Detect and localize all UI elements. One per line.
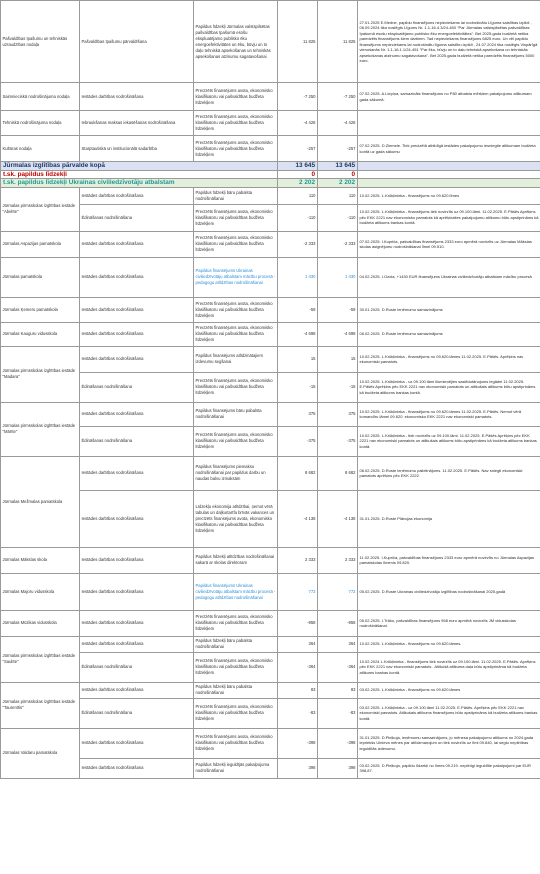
summary-total: 13 645: [318, 162, 358, 171]
description-cell: 07.02.2025. D.Zlemele. Tiek precizētā atbildīgā iestādes pakalpojumu iesniegtie atlikumam budžeta kontā uz gada sākumu: [358, 136, 540, 162]
description-cell: 10.02.2024 L.Krūkļinieka - finansējums tiek novirzīts uz 09.100.lāmi. 11.02.2025. E.Pāšēs. Aprēķins pēc EKK 2221 nav ekonomiski pamatots . Atlikušā atlikuma daļa būtu apstiprināma kā budžeta atlikums bankas kontā.: [358, 652, 540, 682]
description-cell: 03.02.2025. L.Krūkļinieka - uz 09.100.lāmi 11.02.2025. E.Pāšēs. Aprēķins pēc EKK 2221 nav ekonomiski pamatots. Atlikušais atlikums finansējums būtu apstiprināms kā budžeta atlikums bankas kontā.: [358, 698, 540, 728]
table-row: [1, 322, 540, 346]
department-cell: Iestādes darbības nodrošināšana: [80, 758, 194, 778]
budget-table-body: [1, 1, 540, 779]
table-row: [1, 758, 540, 778]
institution-cell: Jūrmalas Ķemeru pamatskola: [1, 297, 80, 322]
description-cell: 27.01.2025 E.Medne, papildu finansējums nepieciešams lai nodrošinātu Līguma saistības izpildi , 06.09.2024 tika noslēgts Līgums Nr. 1.1-16.4.3/24-450 "Par Jūrmalas valstspilsētas pašvaldības īpašumā esošu ekspluatējamo publisko ēku energoefektivitātes". Bet 2025.gada budžetā netika paredzēts finansējums šiem darbiem. Tad nepieciešams finansējums 6825 euro. Un vēl papildu finansējums nepieciešams lai nodrošinātu līguma saistību izpildi , 24.07.2024 tika noslēgts Vispārīgā vienošanās Nr. 1.1-16.1.1/24-451 "Par ēku, būvju un to daļu tehniskā apsekošana un tehniskās apsekošanas atzinumu sagatavošana". Bet 2025.gada budžetā netika paredzēts finansējums 5000 euro.: [358, 1, 540, 83]
department-cell: Iestādes darbības nodrošināšana: [80, 83, 194, 111]
category-cell: Precīzēts finansējums avota, ekonomisko klasifikatoru vai pašvaldības budžeta līdzekļiem: [194, 698, 278, 728]
institution-cell: Jūrmalas Mūzikas vidusskola: [1, 610, 80, 636]
amount-cell: -364: [278, 652, 318, 682]
table-row: [1, 111, 540, 136]
description-cell: 07.02.2025. I.Kupriča, pašvaldības finansējums 2333 euro apmērā novirzīts uz Jūrmalas Mākslas skolas asignējumu nodrošināšanai līmei 09.510.: [358, 231, 540, 257]
total-cell: 110: [318, 187, 358, 204]
amount-cell: -4 426: [278, 111, 318, 136]
category-cell: Precīzēts finansējums avota, ekonomisko klasifikatoru vai pašvaldības budžeta līdzekļiem: [194, 111, 278, 136]
table-row: [1, 636, 540, 652]
total-cell: -110: [318, 204, 358, 231]
total-cell: -398: [318, 728, 358, 758]
total-cell: 398: [318, 758, 358, 778]
department-cell: Ēdināšanas nodrošināšana: [80, 426, 194, 456]
category-cell: Papildus līdzekļi atlīdzības nodrošināšanai sakarā ar skolas direktoram: [194, 547, 278, 573]
total-cell: -364: [318, 652, 358, 682]
summary-total: 2 202: [318, 179, 358, 188]
description-cell: [358, 111, 540, 136]
total-cell: -958: [318, 610, 358, 636]
department-cell: Iestādes darbības nodrošināšana: [80, 547, 194, 573]
institution-cell: Jūrmalas Valdaru pamatskola: [1, 728, 80, 778]
amount-cell: -398: [278, 728, 318, 758]
amount-cell: 8 682: [278, 456, 318, 490]
amount-cell: 772: [278, 573, 318, 610]
amount-cell: -2 333: [278, 231, 318, 257]
description-cell: 30.01.2025. D.Ruste ieņēmumu samazinājums: [358, 297, 540, 322]
amount-cell: 364: [278, 636, 318, 652]
category-cell: Papildus finansējums Ukrainas civiliedzīvotāju atbalstam mācību procesā - pedagogu atlīdzības nodrošināšanai: [194, 573, 278, 610]
department-cell: Iebraukšanas maksas iekasēšanas nodrošināšana: [80, 111, 194, 136]
department-cell: Iestādes darbības nodrošināšana: [80, 573, 194, 610]
summary-label: t.sk. papildus līdzekļi Ukrainas civiliedzīvotāju atbalstam: [1, 179, 278, 188]
institution-cell: Tehniskā nodrošinājuma nodaļa: [1, 111, 80, 136]
total-cell: -83: [318, 698, 358, 728]
amount-cell: 375: [278, 402, 318, 426]
table-row: [1, 402, 540, 426]
total-cell: -257: [318, 136, 358, 162]
category-cell: Papildus finansējums Ukrainas civiliedzīvotāju atbalstam mācību procesā - pedagogu atlīdzības nodrošināšanai: [194, 257, 278, 297]
table-row: [1, 456, 540, 490]
total-cell: -15: [318, 372, 358, 402]
institution-cell: Jūrmalas Majoru vidusskola: [1, 573, 80, 610]
description-cell: 11.02.2025. I.Kupriča, pašvaldības finansējums 2333 euro apmērā novirzīts no Jūrmalas Aspazijas pamatskolas līmenis 09.820.: [358, 547, 540, 573]
institution-cell: Saimnieciskā nodrošinājuma nodaļa: [1, 83, 80, 111]
table-row: [1, 698, 540, 728]
description-cell: 10.02.2025. L.Krūkļinieka - finansējums no 09.620.lāmes.: [358, 636, 540, 652]
department-cell: Iestādes darbības nodrošināšana: [80, 610, 194, 636]
institution-cell: Jūrmalas Aspazijas pamatskola: [1, 231, 80, 257]
category-cell: Precīzēts finansējums avota, ekonomisko klasifikatoru vai pašvaldības budžeta līdzekļiem: [194, 231, 278, 257]
total-cell: -2 333: [318, 231, 358, 257]
institution-cell: Jūrmalas Mākslas skola: [1, 547, 80, 573]
amount-cell: 11 825: [278, 1, 318, 83]
total-cell: -59: [318, 297, 358, 322]
department-cell: Ēdināšanas nodrošināšana: [80, 652, 194, 682]
category-cell: Precīzēts finansējums avota, ekonomisko klasifikatoru vai pašvaldības budžeta līdzekļiem: [194, 322, 278, 346]
description-cell: 03.02.2025. D.Pieļkoja, papildu līdzekļi no līmes 09.219. nepilnīgi ieguldītie pakalpojumi par EUR 398,87.: [358, 758, 540, 778]
department-cell: Iestādes darbības nodrošināšana: [80, 346, 194, 372]
department-cell: Iestādes darbības nodrošināšana: [80, 402, 194, 426]
table-row: [1, 610, 540, 636]
table-row: [1, 231, 540, 257]
summary-amount: 0: [278, 170, 318, 179]
institution-cell: Jūrmalas pirmsskolas izglītības iestāde "Taurenītis": [1, 682, 80, 728]
total-cell: 15: [318, 346, 358, 372]
table-row: [1, 136, 540, 162]
total-cell: 364: [318, 636, 358, 652]
category-cell: Papildus finansējums piemaksu nodrošināšanai par papildus darbu un naudas balvu izmaksām: [194, 456, 278, 490]
department-cell: Ēdināšanas nodrošināšana: [80, 204, 194, 231]
description-cell: 10.02.2025. L.Krūkļinieka - finansējums no 09.620.lāmes 11.02.2025. E.Pāšēs. Aprēķins nav ekonomiski pamatots.: [358, 346, 540, 372]
amount-cell: 110: [278, 187, 318, 204]
total-cell: 83: [318, 682, 358, 698]
table-row: [1, 204, 540, 231]
amount-cell: -15: [278, 372, 318, 402]
institution-cell: Pašvaldības īpašumu un tehniskās uzraudzības nodaļa: [1, 1, 80, 83]
summary-row: [1, 162, 540, 171]
amount-cell: -4 698: [278, 322, 318, 346]
total-cell: 375: [318, 402, 358, 426]
category-cell: Precīzēts finansējums avota, ekonomisko klasifikatoru vai pašvaldības budžeta līdzekļiem: [194, 297, 278, 322]
amount-cell: -7 250: [278, 83, 318, 111]
total-cell: 1 430: [318, 257, 358, 297]
institution-cell: Jūrmalas pirmsskolas izglītības iestāde "Mārīte": [1, 402, 80, 456]
department-cell: Iestādes darbības nodrošināšana: [80, 682, 194, 698]
total-cell: 11 825: [318, 1, 358, 83]
institution-cell: Jūrmalas pirmsskolas izglītības iestāde "Saulīte": [1, 636, 80, 682]
description-cell: 31.01.2025. D.Ruste Plānojas ekonomija: [358, 490, 540, 547]
summary-amount: 13 645: [278, 162, 318, 171]
institution-cell: Kultūras nodaļa: [1, 136, 80, 162]
category-cell: Precīzēts finansējums avota, ekonomisko klasifikatoru vai pašvaldības budžeta līdzekļiem: [194, 136, 278, 162]
total-cell: -7 250: [318, 83, 358, 111]
department-cell: Iestādes darbības nodrošināšana: [80, 728, 194, 758]
summary-label: t.sk. papildus līdzekļi: [1, 170, 278, 179]
description-cell: 10.02.2025. L.Krūkļinieka - finansējums no 09.620.līmes: [358, 187, 540, 204]
description-cell: 10.02.2025. L.Krūkļinieka - finansējums tiek novirzīts uz 09.100.lāmi. 11.02.2025. E.Pāšēs Aprēķins pēc EKK 2221 nav ekonomisko pamatots kā aprēķinaties pakalpojumu atlikumu būtu apstiprināms kā budžeta atlikums bankas kontā.: [358, 204, 540, 231]
total-cell: -4 698: [318, 322, 358, 346]
description-cell: 07.02.2025. A.Liepiņa, samazināts finansējums no P80 atbalsta mērķiem pakalpojumu atlikumam gada sākumā.: [358, 83, 540, 111]
total-cell: 8 682: [318, 456, 358, 490]
institution-cell: Jūrmalas pamatskola: [1, 257, 80, 297]
summary-label: Jūrmalas izglītības pārvalde kopā: [1, 162, 278, 171]
table-row: [1, 1, 540, 83]
table-row: [1, 728, 540, 758]
institution-cell: Jūrmalas Mežmalas pamatskola: [1, 456, 80, 547]
table-row: [1, 187, 540, 204]
department-cell: Pašvaldības īpašumu pārvaldīšana: [80, 1, 194, 83]
table-row: [1, 83, 540, 111]
category-cell: Precīzēts finansējums avota, ekonomisko klasifikatoru vai pašvaldības budžeta līdzekļiem: [194, 652, 278, 682]
total-cell: 2 333: [318, 547, 358, 573]
category-cell: Precīzēts finansējums avota, ekonomisko klasifikatoru vai pašvaldības budžeta līdzekļiem: [194, 204, 278, 231]
amount-cell: 1 430: [278, 257, 318, 297]
amount-cell: 15: [278, 346, 318, 372]
description-cell: 06.02.2025. D.Ruste ieņēmumu palielinājums. 11.02.2025. E.Pāšēs. Nav sniegti ekonomiski pamatots aprēķins pēc EKK 2222.: [358, 456, 540, 490]
department-cell: Iestādes darbības nodrošināšana: [80, 257, 194, 297]
summary-empty: [358, 162, 540, 171]
category-cell: Precīzēts finansējums avota, ekonomisko klasifikatoru vai pašvaldības budžeta līdzekļiem: [194, 426, 278, 456]
amount-cell: -4 136: [278, 490, 318, 547]
table-row: [1, 346, 540, 372]
institution-cell: Jūrmalas pirmsskolas izglītības iestāde "Abelīte": [1, 187, 80, 231]
amount-cell: -958: [278, 610, 318, 636]
total-cell: -4 136: [318, 490, 358, 547]
description-cell: 10.02.2025. L.Krūkļinieka - tiek novirzīts uz 09.100.lāmi. 11.02.2025. E.Pāšēs Aprēķins pēc EKK 2221 nav ekonomiski pamatots un atlikušais atlikums būtu apstiprināms kā budžeta atlikums bankas kontā.: [358, 426, 540, 456]
department-cell: Starptautiskā un institucionālā sadarbība: [80, 136, 194, 162]
department-cell: Ēdināšanas nodrošināšana: [80, 698, 194, 728]
description-cell: 05.02.2025. D.Ruste Ukrainas civiliedzīvotāju izglītības nodrošināšanai 2025.gadā: [358, 573, 540, 610]
table-row: [1, 652, 540, 682]
summary-row: [1, 179, 540, 188]
description-cell: 10.02.2025. L.Krūkļinieka - finansējums no 09.620.lāmes 11.02.2025. E.Pāšēs. Nemot vērā komandīru lāmei 09.620. ekonomisko EKK 2221 nav ekonomiski pamatots.: [358, 402, 540, 426]
description-cell: 05.02.2025. I.Trāko, pašvaldības finansējums 958 euro apmērā novirzīts JM vidusskolas nodrošināšanai.: [358, 610, 540, 636]
table-row: [1, 297, 540, 322]
department-cell: Iestādes darbības nodrošināšana: [80, 322, 194, 346]
amount-cell: -59: [278, 297, 318, 322]
description-cell: 06.02.2025. D.Ruste ieņēmumu samazinājums: [358, 322, 540, 346]
category-cell: Papildus finansējums bāru pabalsta nodrošināšanai: [194, 402, 278, 426]
table-row: [1, 490, 540, 547]
department-cell: Iestādes darbības nodrošināšana: [80, 490, 194, 547]
category-cell: Precīzēts finansējums avota, ekonomisko klasifikatoru vai pašvaldības budžeta līdzekļiem: [194, 728, 278, 758]
department-cell: Iestādes darbības nodrošināšana: [80, 187, 194, 204]
summary-empty: [358, 179, 540, 188]
department-cell: Iestādes darbības nodrošināšana: [80, 456, 194, 490]
summary-amount: 2 202: [278, 179, 318, 188]
summary-row: [1, 170, 540, 179]
description-cell: 10.02.2025. L.Krūkļinieka - uz 09.100.lāmi illumieņējies saslēdotāņojums iegādei 11.02.2025. E.Pāšēs Aprēķins pēc EKK 2221 nav ekonomiski pamatots un atlikušais atlikums būtu apstiprināms kā budžeta atlikums bankas kontā.: [358, 372, 540, 402]
description-cell: 31.01.2025. D.Pieļkoja, ieņēmumu samazinājums, jo mēnesa pakalpojumu atlikums no 2024.gada iepriekšs Ulnieva mēnes par atlīdzmaņojum un tiek novirzīts uz līmi 09.840, lai segtu nepilnības ieguldītās izdevumu.: [358, 728, 540, 758]
amount-cell: 83: [278, 682, 318, 698]
amount-cell: 398: [278, 758, 318, 778]
amount-cell: -110: [278, 204, 318, 231]
total-cell: 772: [318, 573, 358, 610]
table-row: [1, 257, 540, 297]
amount-cell: 2 333: [278, 547, 318, 573]
department-cell: Iestādes darbības nodrošināšana: [80, 231, 194, 257]
department-cell: Ēdināšanas nodrošināšana: [80, 372, 194, 402]
department-cell: Iestādes darbības nodrošināšana: [80, 636, 194, 652]
table-row: [1, 573, 540, 610]
category-cell: Papildus līdzekļi ieguldījās pakalpojuma nodrošināšanai: [194, 758, 278, 778]
category-cell: Precīzēts finansējums avota, ekonomisko klasifikatoru vai pašvaldības budžeta līdzekļiem: [194, 610, 278, 636]
summary-total: 0: [318, 170, 358, 179]
category-cell: Papildus līdzekļi Jūrmalas valstspilsētas pašvaldības īpašumā esošu ekspluatējamo publisko ēku energoefektivitātes un ēku, būvju un to daļu tehniskā apsekošanas un tehniskās apsekošanas atzinumu sagatavošanai: [194, 1, 278, 83]
amount-cell: -83: [278, 698, 318, 728]
category-cell: Papildus līdzekļi bāru pabalsta nodrošināšanai: [194, 636, 278, 652]
category-cell: Līdzekļu ekonomija atlīdzībai, ņemot vērā tabulas un daļkurtarīfa brīvās vakances un precīzēts finansējums avota, ekonomisko klasifikatoru vai pašvaldības budžeta līdzekļiem: [194, 490, 278, 547]
summary-empty: [358, 170, 540, 179]
category-cell: Precīzēts finansējums avota, ekonomisko klasifikatoru vai pašvaldības budžeta līdzekļiem: [194, 83, 278, 111]
category-cell: Papildus finansējums atlīdzinātajiem izdevumu segšanai: [194, 346, 278, 372]
institution-cell: Jūrmalas pirmsskolas izglītības iestāde "Madara": [1, 346, 80, 402]
total-cell: -375: [318, 426, 358, 456]
description-cell: 03.02.2025. L.Krūkļinieka - finansējums no 09.620.lāmes: [358, 682, 540, 698]
table-row: [1, 426, 540, 456]
amount-cell: -375: [278, 426, 318, 456]
description-cell: 04.02.2025. I.Ozola, +1430 EUR finansējums Ukrainas civiliedzīvotāju atbalstam mācību procesā: [358, 257, 540, 297]
table-row: [1, 682, 540, 698]
table-row: [1, 372, 540, 402]
category-cell: Papildus līdzekļi bāru pabalsta nodrošināšanai: [194, 682, 278, 698]
category-cell: Precīzēts finansējums avota, ekonomisko klasifikatoru vai pašvaldības budžeta līdzekļiem: [194, 372, 278, 402]
total-cell: -4 426: [318, 111, 358, 136]
institution-cell: Jūrmalas Kauguru vidusskola: [1, 322, 80, 346]
amount-cell: -257: [278, 136, 318, 162]
department-cell: Iestādes darbības nodrošināšana: [80, 297, 194, 322]
category-cell: Papildus līdzekļi bāru pabalsta nodrošināšanai: [194, 187, 278, 204]
table-row: [1, 547, 540, 573]
